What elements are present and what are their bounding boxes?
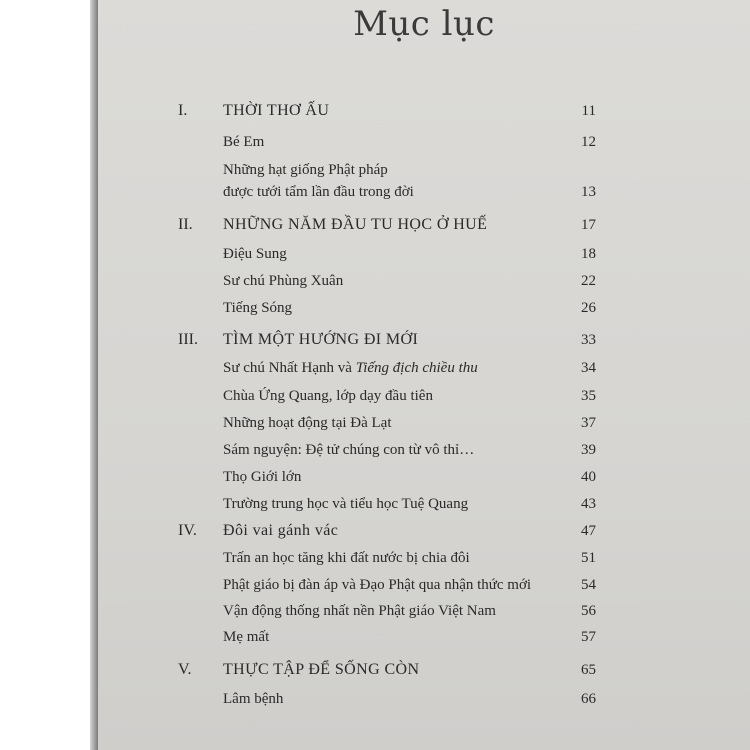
page-number: 26 [581, 300, 596, 316]
page-number: 66 [581, 691, 596, 707]
item-title: Chùa Ứng Quang, lớp dạy đầu tiên [223, 388, 433, 404]
section-numeral: V. [178, 661, 192, 678]
item-title: Trấn an học tăng khi đất nước bị chia đôi [223, 550, 470, 566]
item-title: Bé Em [223, 134, 265, 150]
book-page [98, 0, 750, 750]
page-number: 35 [581, 388, 596, 404]
item-title-text: Sư chú Nhất Hạnh và [223, 360, 356, 376]
item-title: Lâm bệnh [223, 691, 284, 707]
item-title: Những hoạt động tại Đà Lạt [223, 415, 392, 431]
section-title: THỰC TẬP ĐỂ SỐNG CÒN [223, 661, 420, 678]
page-number: 57 [581, 629, 596, 645]
item-title: Trường trung học và tiểu học Tuệ Quang [223, 496, 469, 512]
item-title-line2: được tưới tẩm lần đầu trong đời [223, 184, 414, 200]
page-number: 22 [581, 273, 596, 289]
page-edge-shadow [90, 0, 98, 750]
page-number: 47 [581, 523, 596, 539]
page-number: 17 [581, 217, 596, 233]
page-left-margin [0, 0, 98, 750]
page-number: 39 [581, 442, 596, 458]
item-title: Vận động thống nhất nền Phật giáo Việt Nam [223, 603, 496, 619]
page-number: 18 [581, 246, 596, 262]
page-number: 13 [581, 184, 596, 200]
page-number: 34 [581, 360, 596, 376]
section-numeral: II. [178, 216, 193, 233]
item-title: Sám nguyện: Đệ tử chúng con từ vô thỉ… [223, 442, 475, 458]
section-title: Đôi vai gánh vác [223, 522, 339, 539]
page-number: 40 [581, 469, 596, 485]
item-title [223, 358, 478, 378]
item-title: Mẹ mất [223, 629, 270, 645]
page-number: 37 [581, 415, 596, 431]
page-number: 56 [581, 603, 596, 619]
page-number: 33 [581, 332, 596, 348]
page-number: 12 [581, 134, 596, 150]
section-title: NHỮNG NĂM ĐẦU TU HỌC Ở HUẾ [223, 216, 488, 233]
section-title: THỜI THƠ ẤU [223, 102, 330, 119]
item-title: Sư chú Phùng Xuân [223, 273, 344, 289]
page-number: 54 [581, 577, 596, 593]
section-numeral: III. [178, 331, 198, 348]
section-numeral: IV. [178, 522, 197, 539]
section-numeral: I. [178, 102, 188, 119]
page-number: 11 [581, 103, 596, 119]
page-number: 51 [581, 550, 596, 566]
item-title: Điệu Sung [223, 246, 287, 262]
item-title: Tiếng Sóng [223, 300, 293, 316]
section-title: TÌM MỘT HƯỚNG ĐI MỚI [223, 331, 419, 348]
item-title: Những hạt giống Phật pháp [223, 162, 388, 178]
table-of-contents [98, 0, 750, 750]
item-title-italic: Tiếng địch chiều thu [355, 360, 478, 376]
page-title: Mục lục [353, 4, 495, 44]
page-number: 43 [581, 496, 596, 512]
item-title: Phật giáo bị đàn áp và Đạo Phật qua nhận thức mới [223, 577, 532, 593]
page-number: 65 [581, 662, 596, 678]
item-title: Thọ Giới lớn [223, 469, 302, 485]
